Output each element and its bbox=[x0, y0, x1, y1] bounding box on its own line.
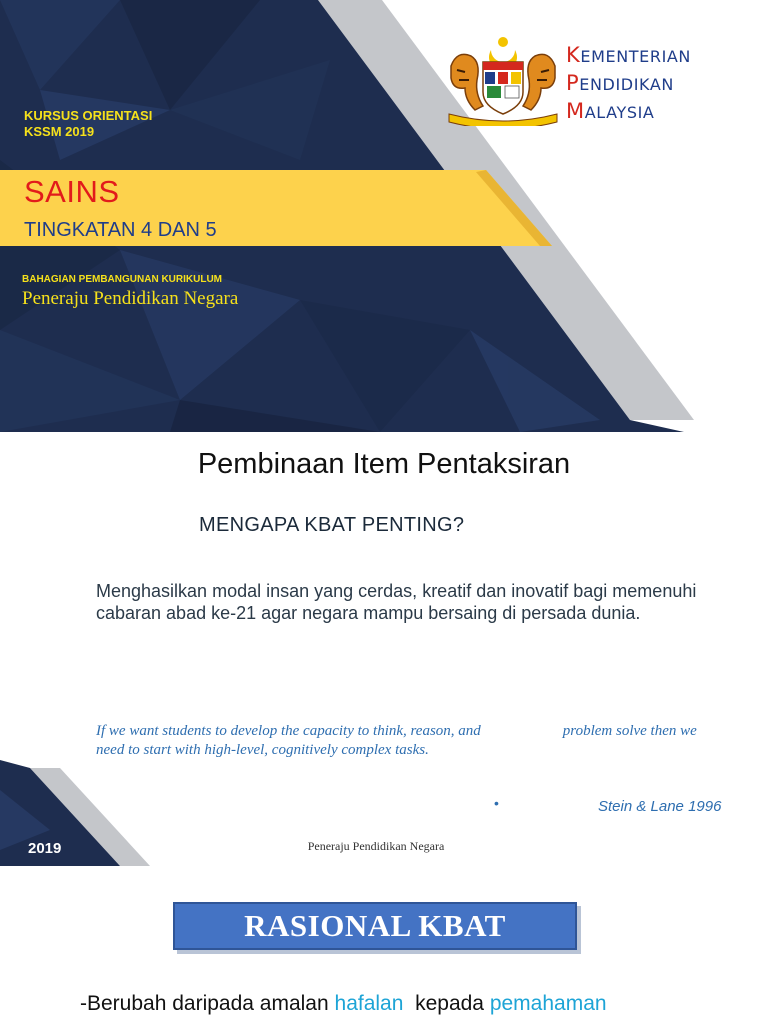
ministry-line-2 bbox=[566, 70, 691, 98]
quote-citation: Stein & Lane 1996 bbox=[598, 798, 722, 815]
footer-year: 2019 bbox=[28, 840, 62, 857]
quote-part-1: If we want students to develop the capacity to think, reason, and bbox=[96, 723, 481, 739]
ministry-name bbox=[566, 42, 691, 126]
slide-title: Pembinaan Item Pentaksiran bbox=[197, 448, 571, 480]
banner-title: RASIONAL KBAT bbox=[244, 908, 506, 943]
department-label: BAHAGIAN PEMBANGUNAN KURIKULUM bbox=[22, 274, 222, 285]
quote-block bbox=[96, 722, 716, 760]
statement-word-pemahaman: pemahaman bbox=[489, 992, 607, 1015]
course-line-2: KSSM 2019 bbox=[24, 124, 95, 139]
statement-middle: kepada bbox=[403, 992, 490, 1015]
quote-part-2: problem solve then we need to start with high-level, cognitively complex tasks. bbox=[96, 723, 697, 758]
ministry-line-3-rest: ALAYSIA bbox=[584, 103, 655, 122]
course-line-1: KURSUS ORIENTASI bbox=[24, 108, 153, 123]
slide-subtitle: MENGAPA KBAT PENTING? bbox=[199, 514, 465, 536]
statement-prefix: -Berubah daripada amalan bbox=[80, 992, 335, 1015]
ministry-line-2-cap: P bbox=[566, 71, 580, 95]
ministry-line-3-cap: M bbox=[566, 99, 585, 123]
ministry-line-1 bbox=[566, 42, 691, 70]
ministry-line-2-rest: ENDIDIKAN bbox=[579, 75, 674, 94]
bullet-dot: • bbox=[494, 795, 499, 811]
ministry-line-3 bbox=[566, 98, 691, 126]
slide2-statement bbox=[80, 992, 607, 1016]
coat-of-arms-logo bbox=[445, 36, 561, 126]
course-label bbox=[24, 108, 152, 140]
statement-word-hafalan: hafalan bbox=[334, 992, 404, 1015]
slide-header bbox=[0, 0, 768, 432]
footer-tagline: Peneraju Pendidikan Negara bbox=[307, 839, 445, 853]
body-paragraph: Menghasilkan modal insan yang cerdas, kreatif dan inovatif bagi memenuhi cabaran abad ke-21 agar negara mampu bersaing di persada dunia. bbox=[96, 581, 697, 623]
subject-level: TINGKATAN 4 DAN 5 bbox=[24, 219, 217, 241]
subject-title: SAINS bbox=[24, 174, 120, 209]
ministry-line-1-cap: K bbox=[566, 43, 581, 67]
rasional-banner bbox=[173, 902, 577, 950]
header-tagline: Peneraju Pendidikan Negara bbox=[22, 288, 239, 309]
ministry-line-1-rest: EMENTERIAN bbox=[580, 47, 691, 66]
